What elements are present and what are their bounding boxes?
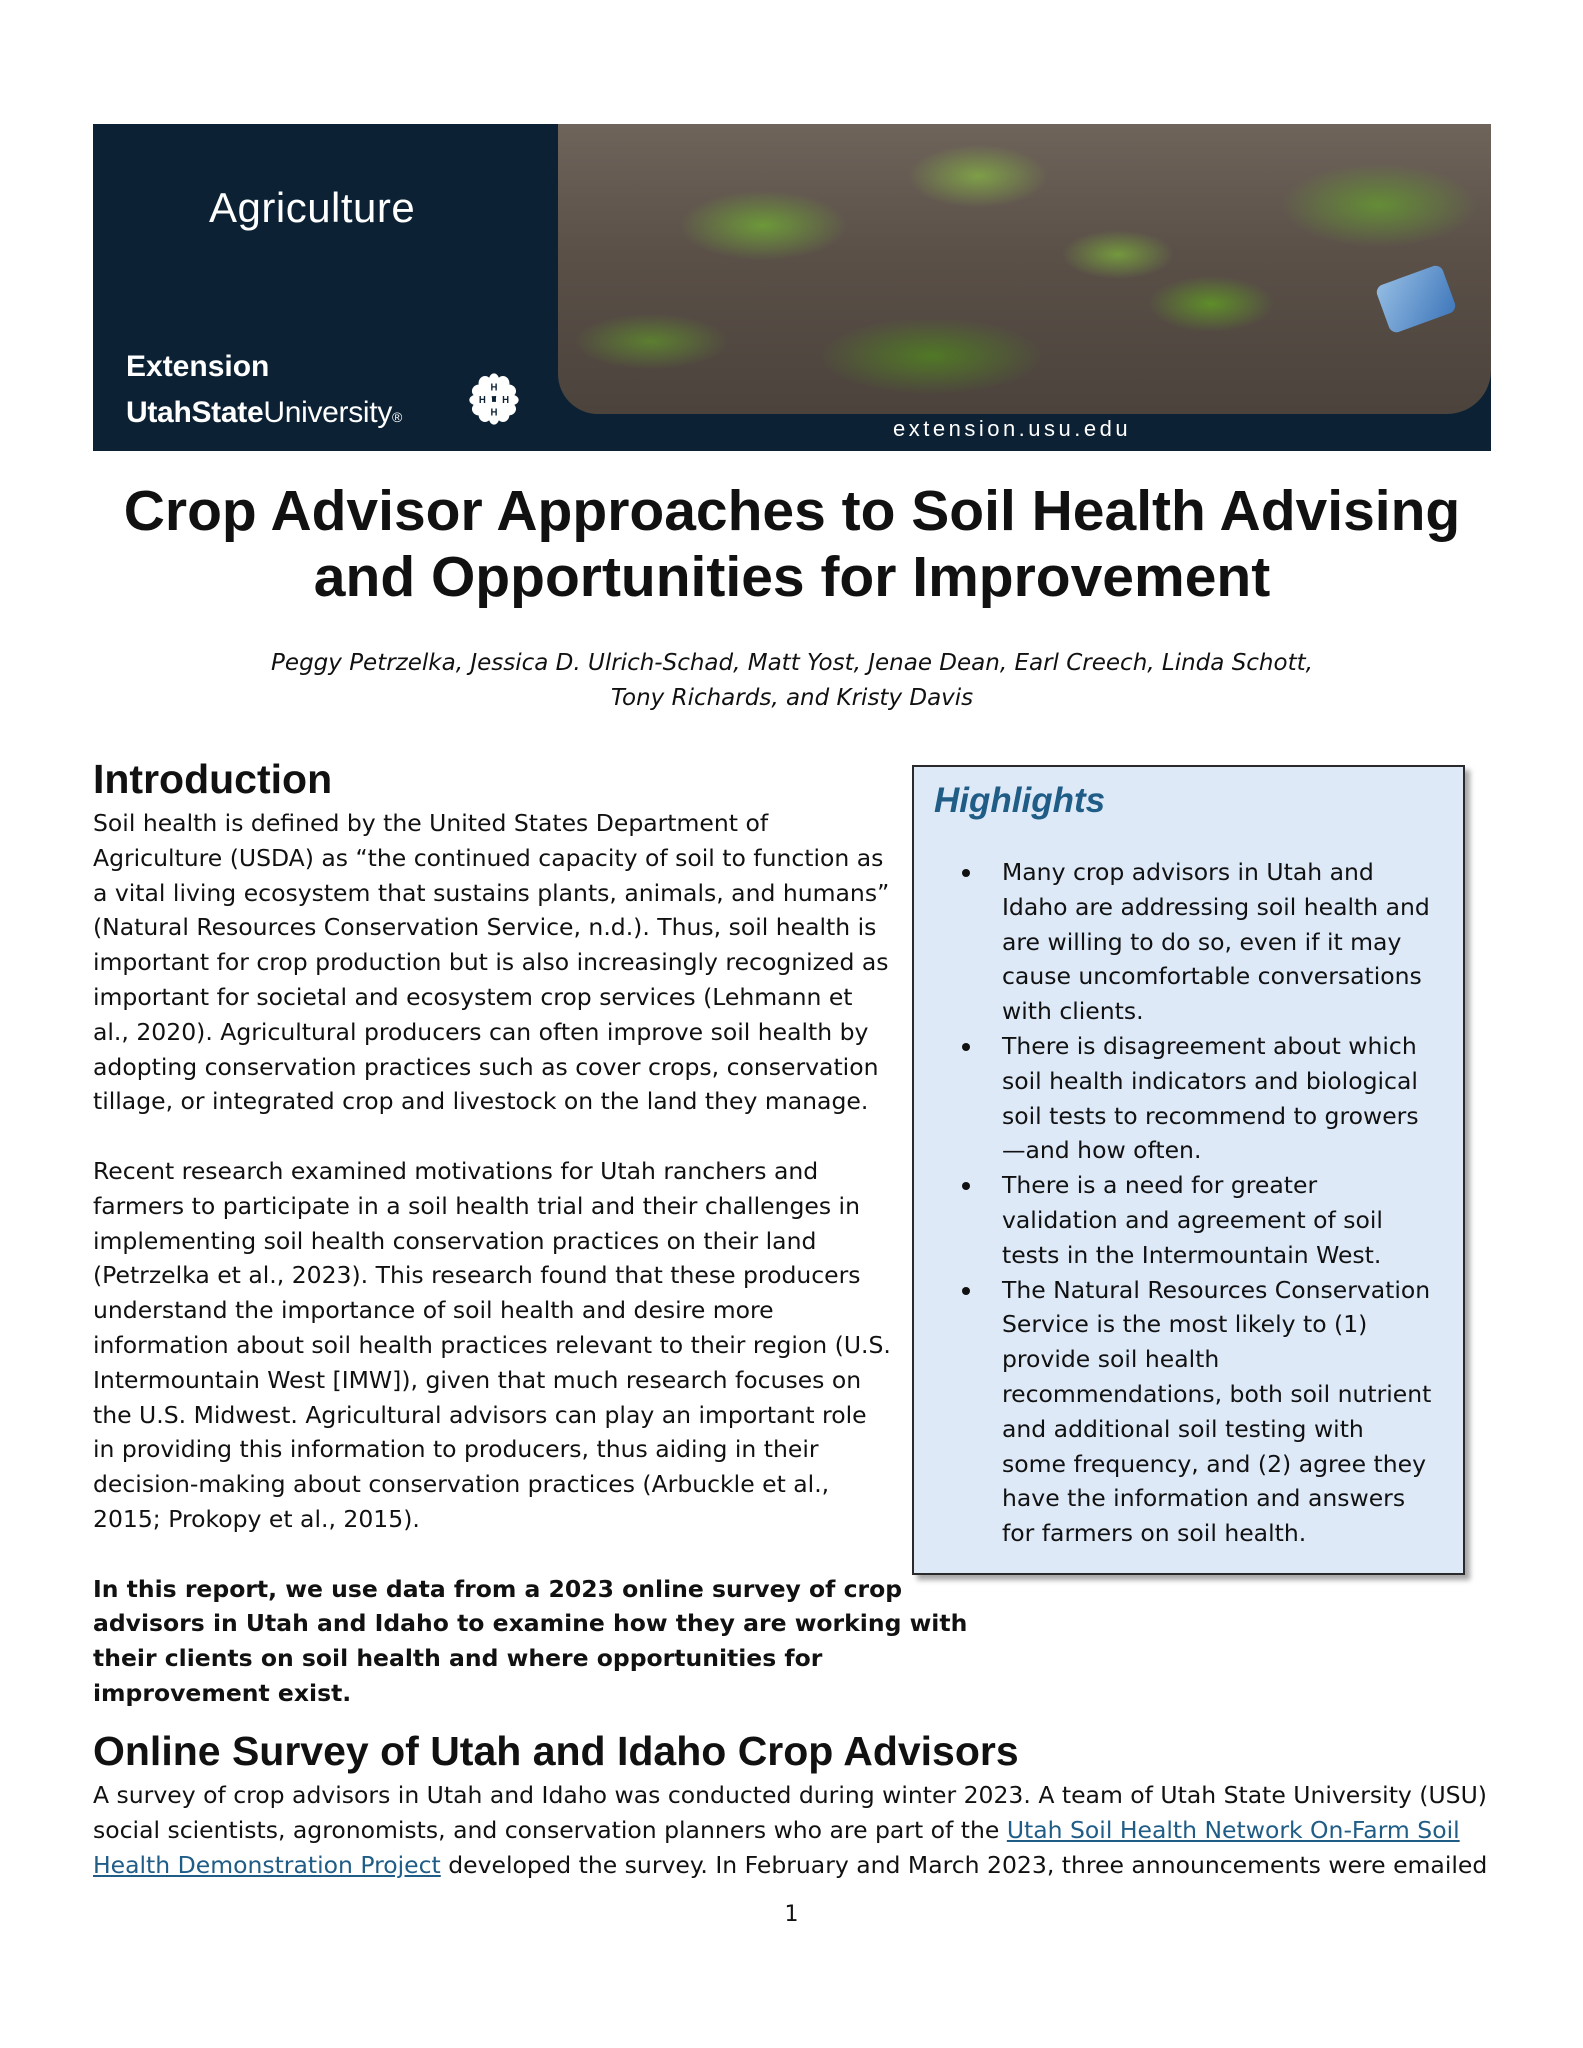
four-h-clover-icon <box>465 371 523 429</box>
bullet-icon <box>962 869 970 877</box>
report-purpose-statement: In this report, we use data from a 2023 online survey of crop advisors in Utah and Idaho to examine how they are working with their clients on soil health and where opportunities for improvement exist. <box>93 1574 968 1707</box>
page-number: 1 <box>784 1902 799 1927</box>
header-banner <box>93 124 1491 451</box>
highlight-item: There is a need for greater validation and agreement of soil tests in the Intermountain West. <box>934 1168 1434 1272</box>
project-link[interactable]: Utah Soil Health Network On-Farm Soil Health Demonstration Project <box>93 1815 1460 1879</box>
introduction-paragraph: Recent research examined motivations for Utah ranchers and farmers to participate in a soil health trial and their challenges in implementing soil health conservation practices on their land (Petrzelka et al., 2023). This research found that these producers understand the importance of soil health and desire more information about soil health practices relevant to their region (U.S. Intermountain West [IMW]), given that much research focuses on the U.S. Midwest. Agricultural advisors can play an important role in providing this information to producers, thus aiding in their decision-making about conservation practices (Arbuckle et al., 2015; Prokopy et al., 2015). <box>93 1156 891 1533</box>
bullet-icon <box>962 1287 970 1295</box>
document-title: Crop Advisor Approaches to Soil Health Advising and Opportunities for Improvement <box>123 479 1461 609</box>
highlights-list <box>934 855 1434 1551</box>
survey-heading: Online Survey of Utah and Idaho Crop Advisors <box>93 1728 1019 1774</box>
banner-photo-seedlings <box>558 124 1491 414</box>
introduction-heading: Introduction <box>93 756 333 802</box>
survey-paragraph: A survey of crop advisors in Utah and Idaho was conducted during winter 2023. A team of Utah State University (USU) social scientists, agronomists, and conservation planners who are part of the Utah Soil Health Network On-Farm Soil Health Demonstration Project developed the survey. In February and March 2023, three announcements were emailed <box>93 1781 1488 1879</box>
highlight-item: Many crop advisors in Utah and Idaho are addressing soil health and are willing to do so, even if it may cause uncomfortable conversations with clients. <box>934 855 1434 1029</box>
highlights-heading: Highlights <box>934 781 1106 820</box>
bullet-icon <box>962 1182 970 1190</box>
svg-text:H: H <box>490 407 498 419</box>
category-label: Agriculture <box>209 184 416 231</box>
highlights-box <box>912 765 1465 1575</box>
svg-text:H: H <box>502 394 510 406</box>
extension-label: Extension <box>126 350 270 383</box>
author-list: Peggy Petrzelka, Jessica D. Ulrich-Schad, Matt Yost, Jenae Dean, Earl Creech, Linda Schott, Tony Richards, and Kristy Davis <box>271 650 1313 711</box>
svg-text:H: H <box>490 382 498 394</box>
introduction-body <box>93 806 968 1746</box>
university-logo-text: UtahStateUniversity® <box>126 396 403 429</box>
highlight-item: The Natural Resources Conservation Service is the most likely to (1) provide soil health recommendations, both soil nutrient and additional soil testing with some frequency, and (2) agree they have the information and answers for farmers on soil health. <box>934 1273 1434 1551</box>
website-url: extension.usu.edu <box>893 416 1132 441</box>
introduction-paragraph: Soil health is defined by the United States Department of Agriculture (USDA) as “the continued capacity of soil to function as a vital living ecosystem that sustains plants, animals, and humans” (Natural Resources Conservation Service, n.d.). Thus, soil health is important for crop production but is also increasingly recognized as important for societal and ecosystem crop services (Lehmann et al., 2020). Agricultural producers can often improve soil health by adopting conservation practices such as cover crops, conservation tillage, or integrated crop and livestock on the land they manage. <box>93 809 890 1116</box>
svg-text:H: H <box>478 394 486 406</box>
highlight-item: There is disagreement about which soil health indicators and biological soil tests to recommend to growers—and how often. <box>934 1029 1434 1168</box>
bullet-icon <box>962 1043 970 1051</box>
